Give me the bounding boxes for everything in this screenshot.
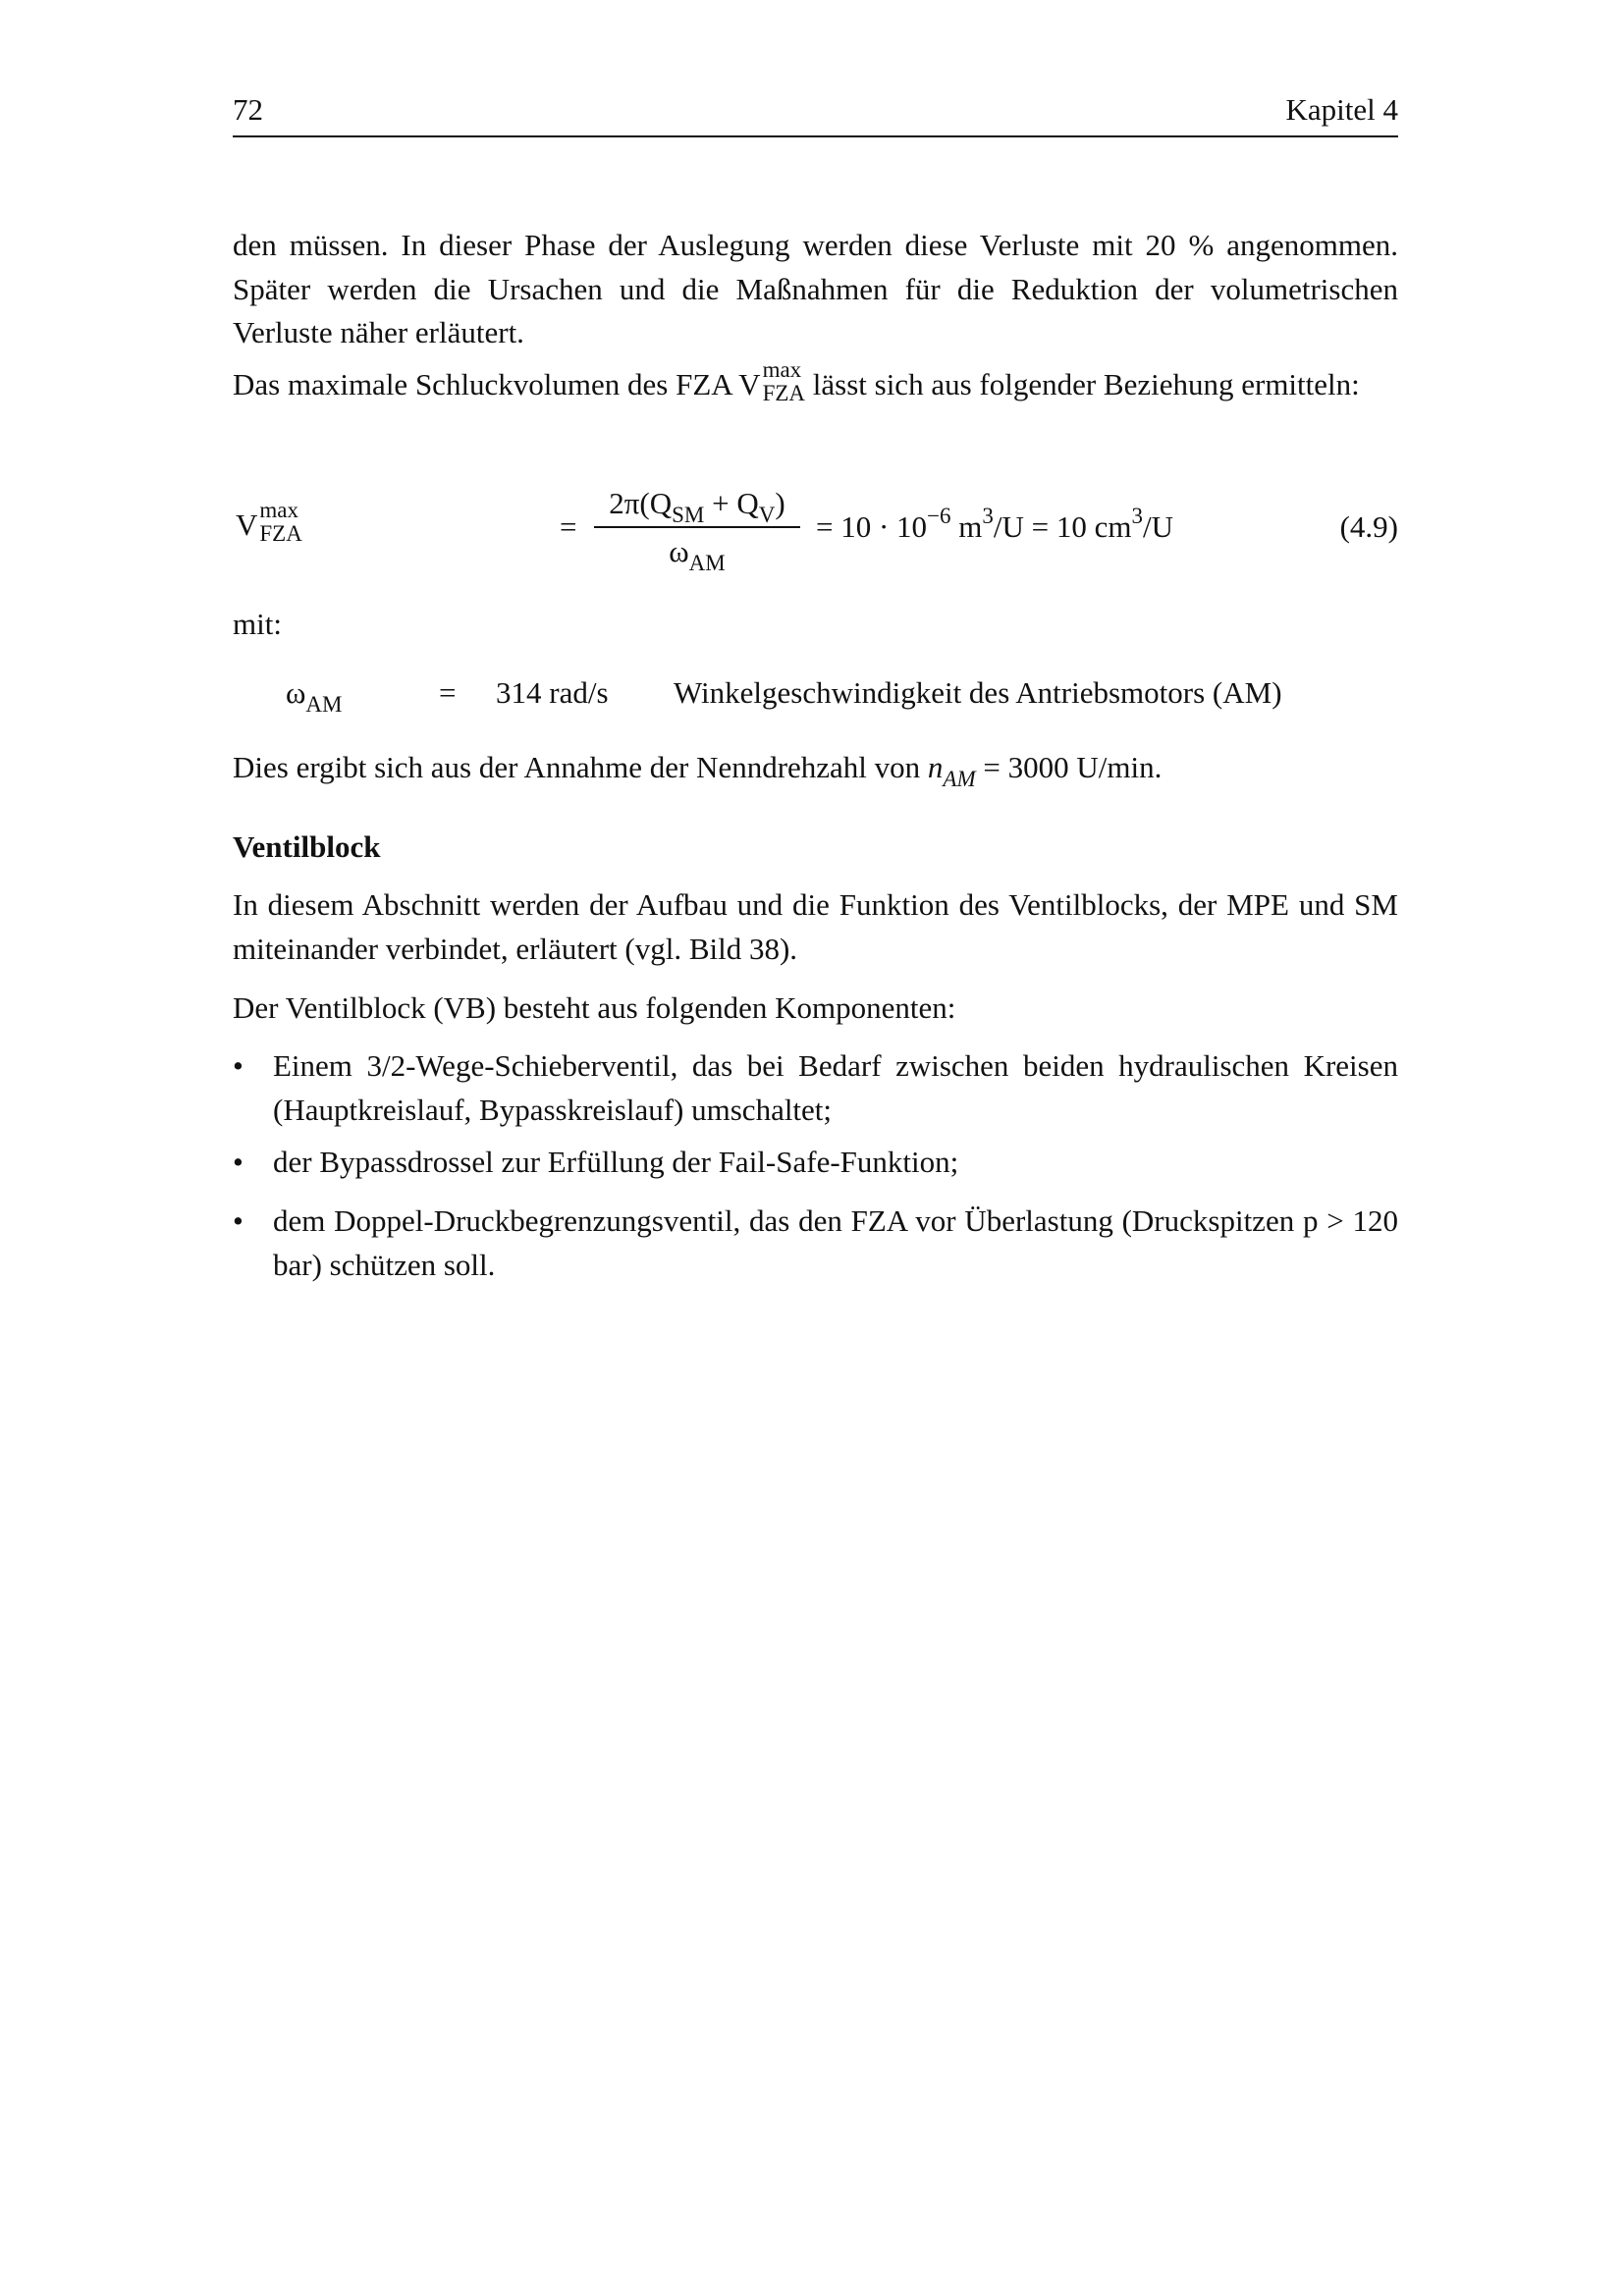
equation-number: (4.9) [1339, 509, 1398, 544]
page-header [233, 90, 1398, 137]
list-item [233, 1141, 1398, 1186]
definition-equals: = [439, 675, 457, 710]
definition-value: 314 rad/s [496, 675, 609, 710]
paragraph-losses: den müssen. In dieser Phase der Auslegung werden diese Verluste mit 20 % angenommen. Später werden die Ursachen und die Maßnahmen für die Reduktion der volumetrischen Verluste näher erläutert. [233, 228, 1398, 349]
chapter-title: Kapitel 4 [1285, 92, 1398, 127]
equation-fraction [594, 483, 800, 575]
paragraph-ventilblock: In diesem Abschnitt werden der Aufbau und die Funktion des Ventilblocks, der MPE und SM miteinander verbindet, erläutert (vgl. Bild 38). [233, 887, 1398, 966]
fraction-denominator: $\omega_{AM}$ [669, 534, 726, 575]
equation-lhs: V max FZA [236, 498, 302, 546]
page-number: 72 [233, 92, 263, 127]
bullet-icon: • [233, 1048, 243, 1083]
section-heading: Ventilblock [233, 829, 381, 864]
equation-rhs: = $10 \cdot 10^{-6}$ $m^3/U = 10$ $cm^3/U$ [816, 504, 1174, 544]
paragraph-components: Der Ventilblock (VB) besteht aus folgenden Komponenten: [233, 990, 956, 1025]
definition-row [233, 675, 1398, 719]
equals-sign: = [560, 509, 577, 544]
bullet-icon: • [233, 1145, 243, 1179]
paragraph-speed: Dies ergibt sich aus der Annahme der Nenndrehzahl von $n_{AM} = 3000$ U/min. [233, 750, 1163, 791]
bullet-icon: • [233, 1203, 243, 1238]
definition-description: Winkelgeschwindigkeit des Antriebsmotors (AM) [674, 675, 1282, 710]
vfza-super-sub: max FZA [762, 356, 806, 405]
definition-symbol: $\omega_{AM}$ [286, 675, 343, 717]
list-item [233, 1200, 1398, 1288]
paragraph-intro-equation: Das maximale Schluckvolumen des FZA V max FZA lässt sich aus folgender Beziehung ermitteln: [233, 356, 1360, 405]
fraction-numerator: $2\pi(Q_{SM} + Q_V)$ [609, 486, 785, 527]
list-item-text: der Bypassdrossel zur Erfüllung der Fail-Safe-Funktion; [273, 1145, 959, 1179]
list-item [233, 1044, 1398, 1133]
equation-4-9 [233, 483, 1398, 581]
list-item-text: dem Doppel-Druckbegrenzungsventil, das den FZA vor Überlastung (Druckspitzen p > 120 bar) schützen soll. [273, 1203, 1398, 1282]
list-item-text: Einem 3/2-Wege-Schieberventil, das bei Bedarf zwischen beiden hydraulischen Kreisen (Hauptkreislauf, Bypasskreislauf) umschaltet; [273, 1048, 1398, 1127]
mit-label: mit: [233, 607, 282, 641]
